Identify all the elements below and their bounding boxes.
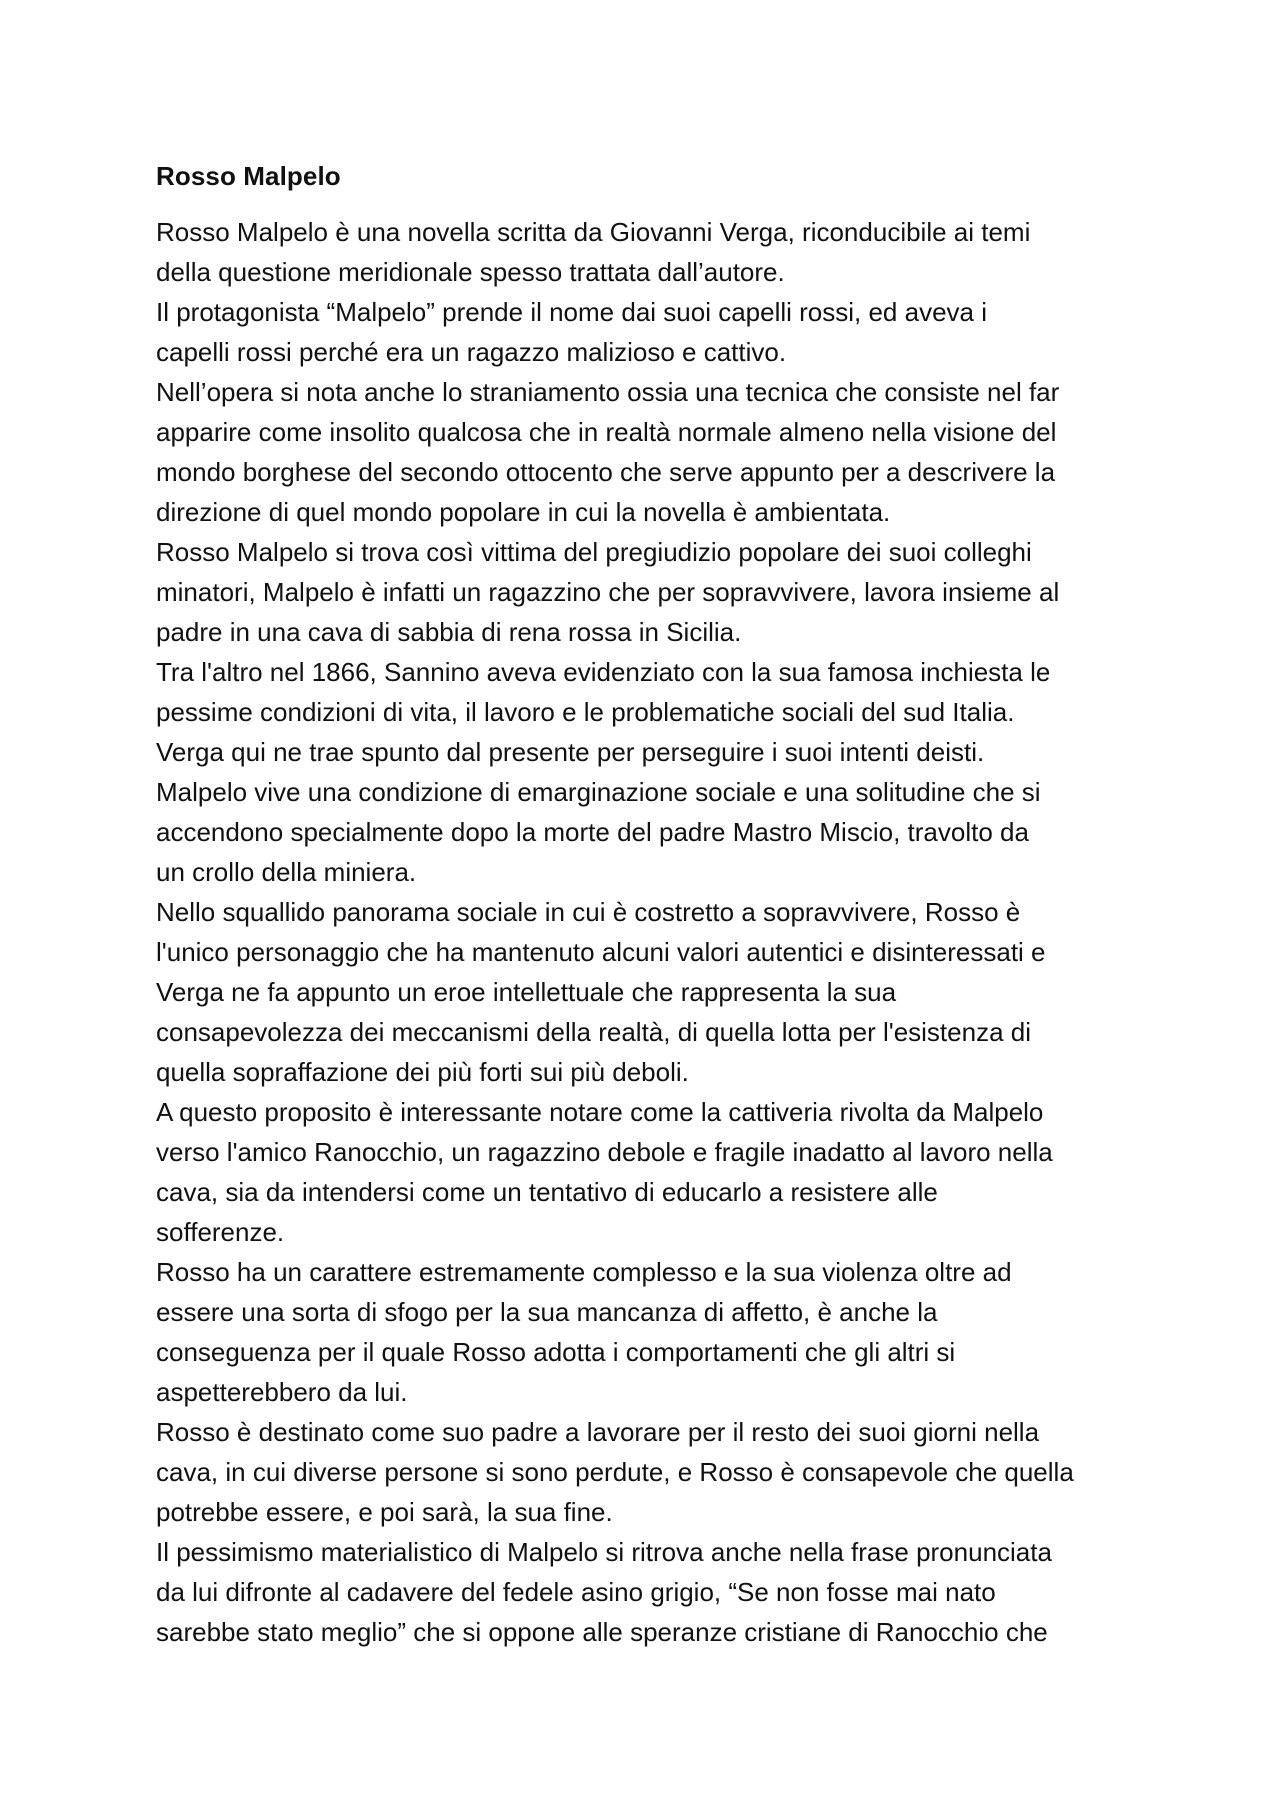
body-line: quella sopraffazione dei più forti sui più deboli. (156, 1057, 689, 1087)
body-line: capelli rossi perché era un ragazzo malizioso e cattivo. (156, 337, 787, 367)
body-line: l'unico personaggio che ha mantenuto alcuni valori autentici e disinteressati e (156, 937, 1046, 967)
body-line: da lui difronte al cadavere del fedele asino grigio, “Se non fosse mai nato (156, 1577, 996, 1607)
body-line: minatori, Malpelo è infatti un ragazzino che per sopravvivere, lavora insieme al (156, 577, 1060, 607)
document-body (156, 212, 1136, 1652)
body-line: pessime condizioni di vita, il lavoro e le problematiche sociali del sud Italia. (156, 697, 1015, 727)
body-line: potrebbe essere, e poi sarà, la sua fine. (156, 1497, 613, 1527)
body-line: conseguenza per il quale Rosso adotta i comportamenti che gli altri si (156, 1337, 956, 1367)
body-line: essere una sorta di sfogo per la sua mancanza di affetto, è anche la (156, 1297, 938, 1327)
body-line: della questione meridionale spesso trattata dall’autore. (156, 257, 785, 287)
body-line: Malpelo vive una condizione di emarginazione sociale e una solitudine che si (156, 777, 1041, 807)
body-line: sofferenze. (156, 1217, 285, 1247)
body-line: un crollo della miniera. (156, 857, 417, 887)
body-line: Il pessimismo materialistico di Malpelo si ritrova anche nella frase pronunciata (156, 1537, 1052, 1567)
body-line: aspetterebbero da lui. (156, 1377, 408, 1407)
body-line: Il protagonista “Malpelo” prende il nome dai suoi capelli rossi, ed aveva i (156, 297, 987, 327)
body-line: A questo proposito è interessante notare come la cattiveria rivolta da Malpelo (156, 1097, 1044, 1127)
body-line: Tra l'altro nel 1866, Sannino aveva evidenziato con la sua famosa inchiesta le (156, 657, 1051, 687)
body-line: Nello squallido panorama sociale in cui è costretto a sopravvivere, Rosso è (156, 897, 1021, 927)
body-line: apparire come insolito qualcosa che in realtà normale almeno nella visione del (156, 417, 1057, 447)
body-line: Rosso Malpelo è una novella scritta da Giovanni Verga, riconducibile ai temi (156, 217, 1031, 247)
body-line: mondo borghese del secondo ottocento che serve appunto per a descrivere la (156, 457, 1056, 487)
body-line: direzione di quel mondo popolare in cui la novella è ambientata. (156, 497, 891, 527)
body-line: Rosso Malpelo si trova così vittima del pregiudizio popolare dei suoi colleghi (156, 537, 1032, 567)
document-title: Rosso Malpelo (156, 161, 341, 191)
body-line: verso l'amico Ranocchio, un ragazzino debole e fragile inadatto al lavoro nella (156, 1137, 1053, 1167)
body-line: Rosso ha un carattere estremamente complesso e la sua violenza oltre ad (156, 1257, 1012, 1287)
body-line: Verga qui ne trae spunto dal presente per perseguire i suoi intenti deisti. (156, 737, 985, 767)
body-line: cava, in cui diverse persone si sono perdute, e Rosso è consapevole che quella (156, 1457, 1074, 1487)
body-line: accendono specialmente dopo la morte del padre Mastro Miscio, travolto da (156, 817, 1029, 847)
body-line: Verga ne fa appunto un eroe intellettuale che rappresenta la sua (156, 977, 897, 1007)
body-line: sarebbe stato meglio” che si oppone alle speranze cristiane di Ranocchio che (156, 1617, 1048, 1647)
body-line: cava, sia da intendersi come un tentativo di educarlo a resistere alle (156, 1177, 938, 1207)
body-line: padre in una cava di sabbia di rena rossa in Sicilia. (156, 617, 742, 647)
document-content (156, 156, 1136, 1652)
body-line: consapevolezza dei meccanismi della realtà, di quella lotta per l'esistenza di (156, 1017, 1031, 1047)
body-line: Nell’opera si nota anche lo straniamento ossia una tecnica che consiste nel far (156, 377, 1060, 407)
body-line: Rosso è destinato come suo padre a lavorare per il resto dei suoi giorni nella (156, 1417, 1040, 1447)
